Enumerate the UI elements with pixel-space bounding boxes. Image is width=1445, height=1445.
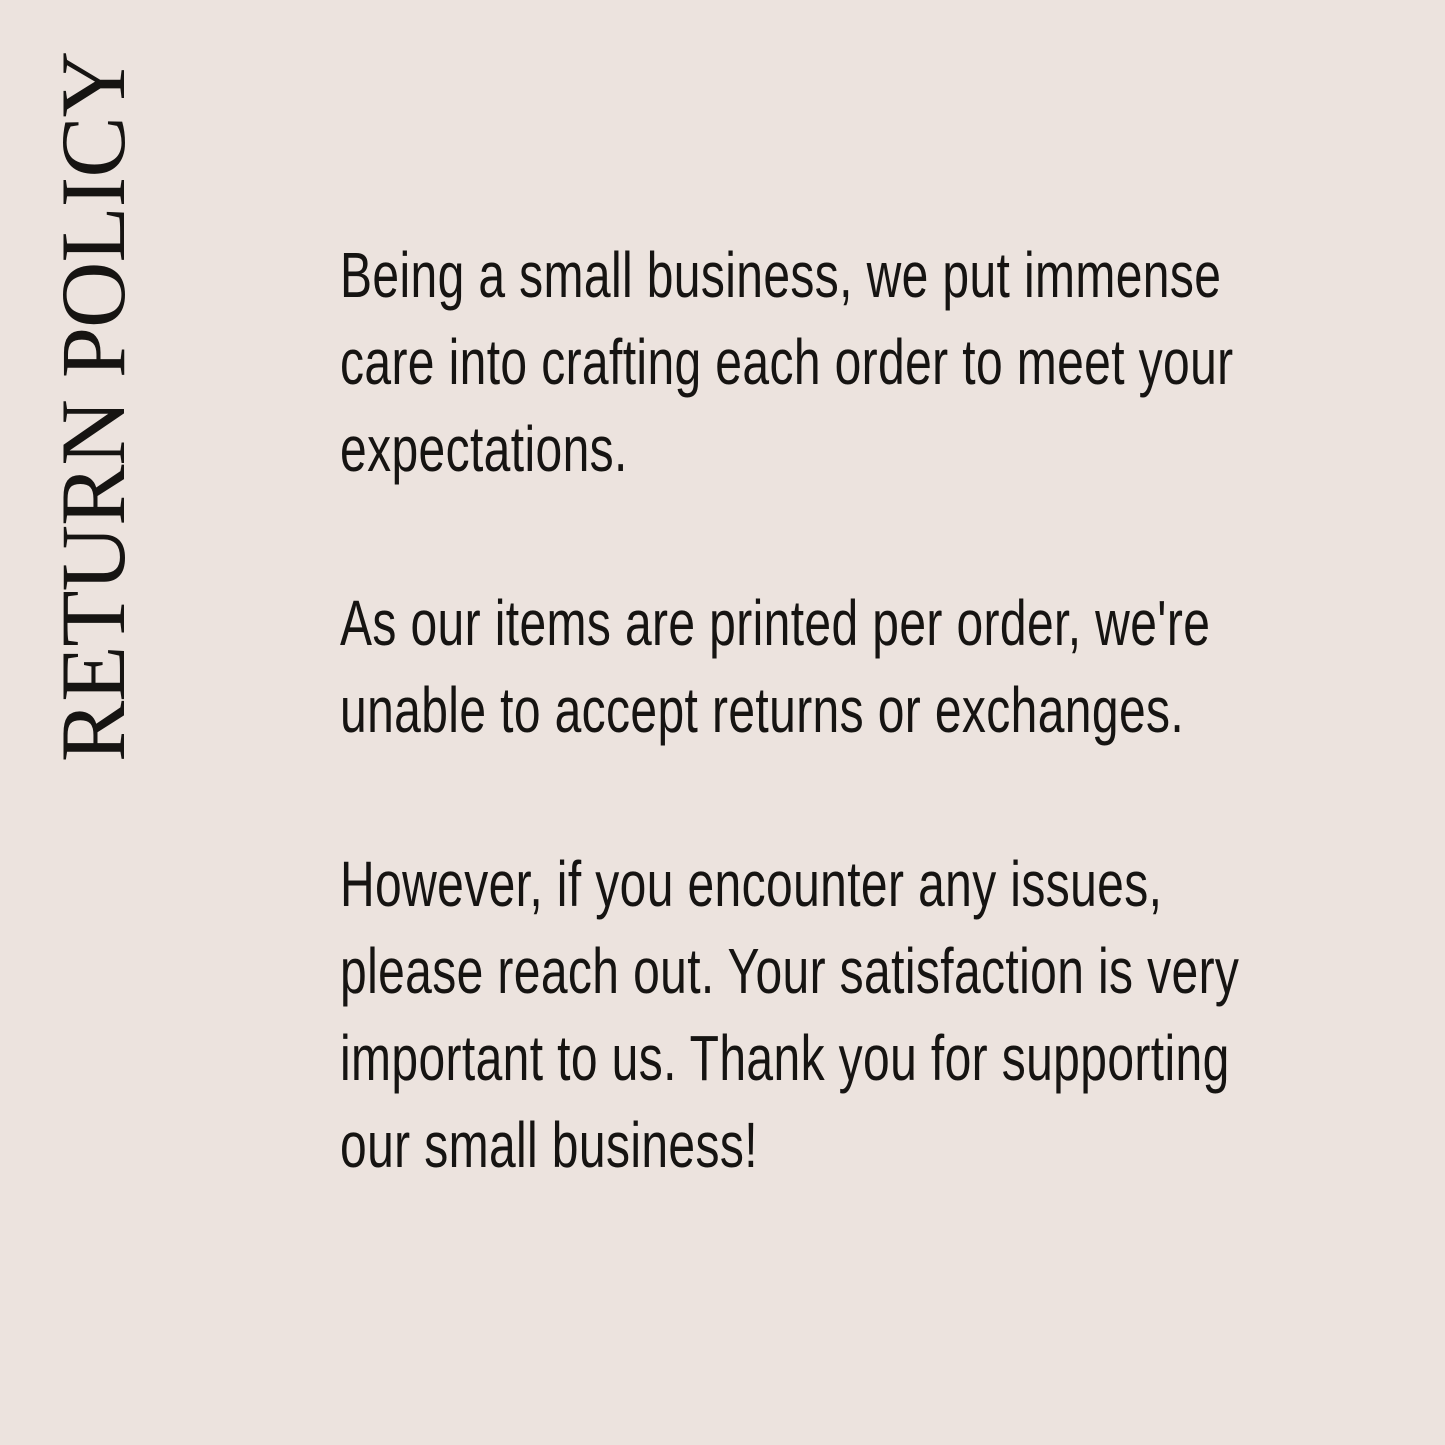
policy-text-line: important to us. Thank you for supporting	[340, 1022, 1230, 1094]
policy-text-line: As our items are printed per order, we're	[340, 587, 1211, 659]
policy-paragraph	[340, 580, 1349, 754]
policy-text-line: expectations.	[340, 413, 628, 485]
policy-paragraph	[340, 232, 1349, 493]
policy-text-line: please reach out. Your satisfaction is very	[340, 935, 1240, 1007]
policy-text-line: our small business!	[340, 1109, 758, 1181]
policy-text-line: unable to accept returns or exchanges.	[340, 674, 1185, 746]
policy-text-line: Being a small business, we put immense	[340, 239, 1222, 311]
policy-text	[340, 232, 1349, 1276]
policy-paragraph	[340, 841, 1349, 1189]
policy-text-line: However, if you encounter any issues,	[340, 848, 1163, 920]
policy-text-line: care into crafting each order to meet your	[340, 326, 1234, 398]
page-title: RETURN POLICY	[42, 51, 144, 763]
